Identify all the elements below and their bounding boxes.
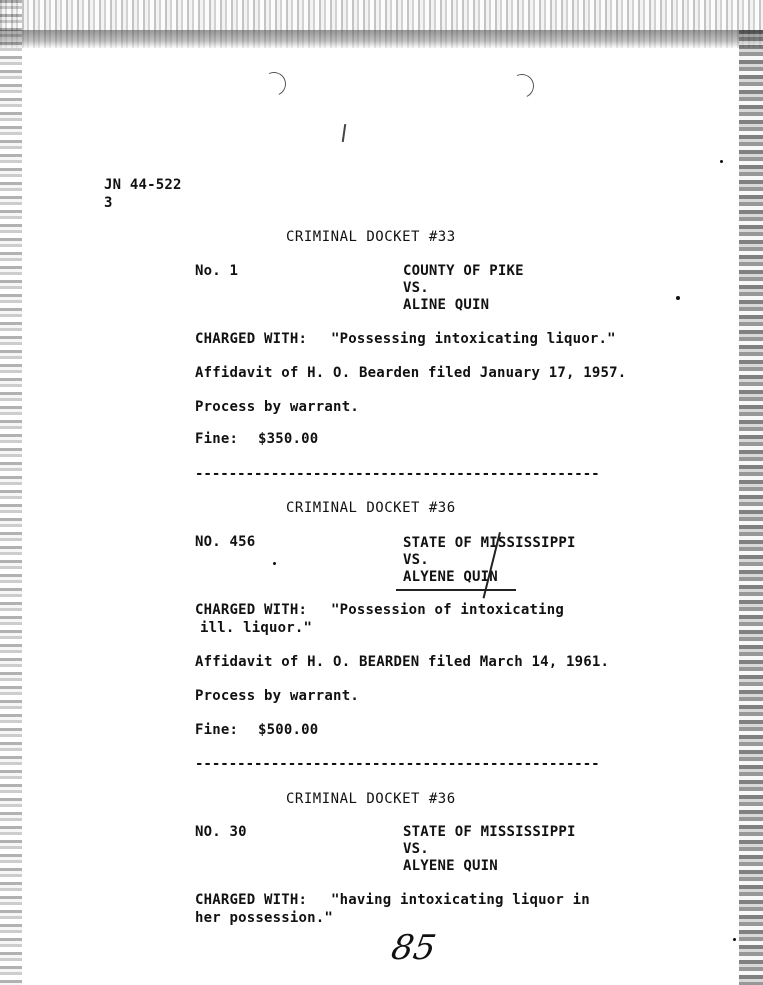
section-separator: ------------------------------------------------ bbox=[195, 466, 600, 482]
section-separator: ------------------------------------------------ bbox=[195, 756, 600, 772]
case-number: NO. 30 bbox=[195, 824, 247, 840]
case-versus: VS. bbox=[403, 841, 429, 857]
affidavit-line: Affidavit of H. O. BEARDEN filed March 14, 1961. bbox=[195, 654, 610, 670]
case-defendant: ALINE QUIN bbox=[403, 297, 490, 313]
case-plaintiff: COUNTY OF PIKE bbox=[403, 263, 524, 279]
fine-label: Fine: bbox=[195, 431, 239, 447]
case-plaintiff: STATE OF MISSISSIPPI bbox=[403, 824, 576, 840]
docket-heading: CRIMINAL DOCKET #36 bbox=[286, 791, 456, 807]
scan-speck bbox=[273, 562, 276, 565]
fine-label: Fine: bbox=[195, 722, 239, 738]
process-line: Process by warrant. bbox=[195, 399, 359, 415]
handwritten-underline bbox=[396, 589, 516, 591]
charge-label: CHARGED WITH: bbox=[195, 602, 308, 618]
file-reference-number: JN 44-522 bbox=[104, 177, 182, 193]
page-number: 3 bbox=[104, 195, 113, 211]
scan-speck bbox=[733, 938, 736, 941]
case-defendant: ALYENE QUIN bbox=[403, 858, 498, 874]
case-number: No. 1 bbox=[195, 263, 239, 279]
docket-heading: CRIMINAL DOCKET #33 bbox=[286, 229, 456, 245]
case-number: NO. 456 bbox=[195, 534, 256, 550]
charge-text: "Possession of intoxicating bbox=[331, 602, 564, 618]
process-line: Process by warrant. bbox=[195, 688, 359, 704]
charge-text-continued: her possession." bbox=[195, 910, 334, 926]
handwritten-page-number: 85 bbox=[388, 928, 439, 968]
charge-label: CHARGED WITH: bbox=[195, 331, 308, 347]
case-versus: VS. bbox=[403, 280, 429, 296]
case-plaintiff: STATE OF MISSISSIPPI bbox=[403, 535, 576, 551]
charge-label: CHARGED WITH: bbox=[195, 892, 308, 908]
scan-speck bbox=[720, 160, 723, 163]
fine-amount: $350.00 bbox=[258, 431, 319, 447]
case-defendant: ALYENE QUIN bbox=[403, 569, 498, 585]
charge-text-continued: ill. liquor." bbox=[200, 620, 313, 636]
case-versus: VS. bbox=[403, 552, 429, 568]
docket-heading: CRIMINAL DOCKET #36 bbox=[286, 500, 456, 516]
charge-text: "Possessing intoxicating liquor." bbox=[331, 331, 616, 347]
charge-text: "having intoxicating liquor in bbox=[331, 892, 590, 908]
scan-speck bbox=[676, 296, 680, 300]
fine-amount: $500.00 bbox=[258, 722, 319, 738]
affidavit-line: Affidavit of H. O. Bearden filed January 17, 1957. bbox=[195, 365, 627, 381]
